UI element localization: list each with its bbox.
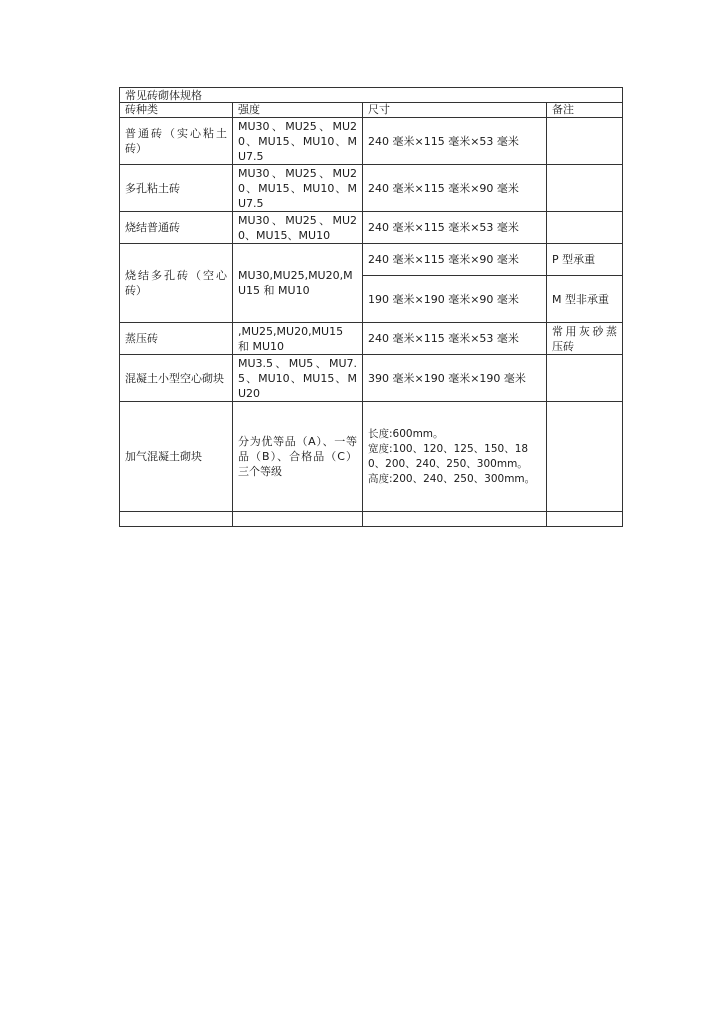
cell-size — [363, 402, 547, 512]
cell-type: 烧结普通砖 — [120, 212, 233, 244]
brick-spec-table — [119, 87, 623, 527]
empty-cell — [547, 512, 623, 527]
empty-cell — [233, 512, 363, 527]
cell-size: 240 毫米×115 毫米×53 毫米 — [363, 118, 547, 165]
cell-size: 390 毫米×190 毫米×190 毫米 — [363, 355, 547, 402]
cell-note: M 型非承重 — [547, 276, 623, 323]
title-row — [120, 88, 623, 103]
cell-size: 240 毫米×115 毫米×90 毫米 — [363, 244, 547, 276]
cell-size: 240 毫米×115 毫米×53 毫米 — [363, 323, 547, 355]
empty-cell — [120, 512, 233, 527]
header-size: 尺寸 — [363, 103, 547, 118]
table-row — [120, 355, 623, 402]
table-row — [120, 165, 623, 212]
size-length: 长度:600mm。 — [368, 427, 444, 440]
empty-cell — [363, 512, 547, 527]
header-strength: 强度 — [233, 103, 363, 118]
cell-note — [547, 118, 623, 165]
cell-strength: MU30、MU25、MU20、MU15、MU10 — [233, 212, 363, 244]
table-row — [120, 118, 623, 165]
header-note: 备注 — [547, 103, 623, 118]
cell-size: 240 毫米×115 毫米×90 毫米 — [363, 165, 547, 212]
cell-note — [547, 402, 623, 512]
table-row — [120, 212, 623, 244]
cell-note — [547, 212, 623, 244]
cell-size: 240 毫米×115 毫米×53 毫米 — [363, 212, 547, 244]
size-width: 宽度:100、120、125、150、180、200、240、250、300mm。 — [368, 442, 529, 470]
header-row — [120, 103, 623, 118]
cell-type: 加气混凝土砌块 — [120, 402, 233, 512]
cell-note: P 型承重 — [547, 244, 623, 276]
cell-strength: ,MU25,MU20,MU15 和 MU10 — [233, 323, 363, 355]
table-row — [120, 402, 623, 512]
table-row — [120, 244, 623, 276]
cell-strength: MU30,MU25,MU20,MU15 和 MU10 — [233, 244, 363, 323]
header-type: 砖种类 — [120, 103, 233, 118]
size-height: 高度:200、240、250、300mm。 — [368, 472, 536, 485]
cell-strength: MU30、MU25、MU20、MU15、MU10、MU7.5 — [233, 165, 363, 212]
table-row — [120, 323, 623, 355]
cell-strength: MU30、MU25、MU20、MU15、MU10、MU7.5 — [233, 118, 363, 165]
cell-type: 烧结多孔砖（空心砖） — [120, 244, 233, 323]
cell-note — [547, 355, 623, 402]
table-title: 常见砖砌体规格 — [120, 88, 623, 103]
cell-note — [547, 165, 623, 212]
empty-row — [120, 512, 623, 527]
cell-strength: MU3.5、MU5、MU7.5、MU10、MU15、MU20 — [233, 355, 363, 402]
cell-type: 混凝土小型空心砌块 — [120, 355, 233, 402]
cell-note: 常用灰砂蒸压砖 — [547, 323, 623, 355]
cell-type: 普通砖（实心粘土砖） — [120, 118, 233, 165]
cell-type: 多孔粘土砖 — [120, 165, 233, 212]
cell-type: 蒸压砖 — [120, 323, 233, 355]
cell-strength: 分为优等品（A）、一等品（B）、合格品（C）三个等级 — [233, 402, 363, 512]
cell-size: 190 毫米×190 毫米×90 毫米 — [363, 276, 547, 323]
